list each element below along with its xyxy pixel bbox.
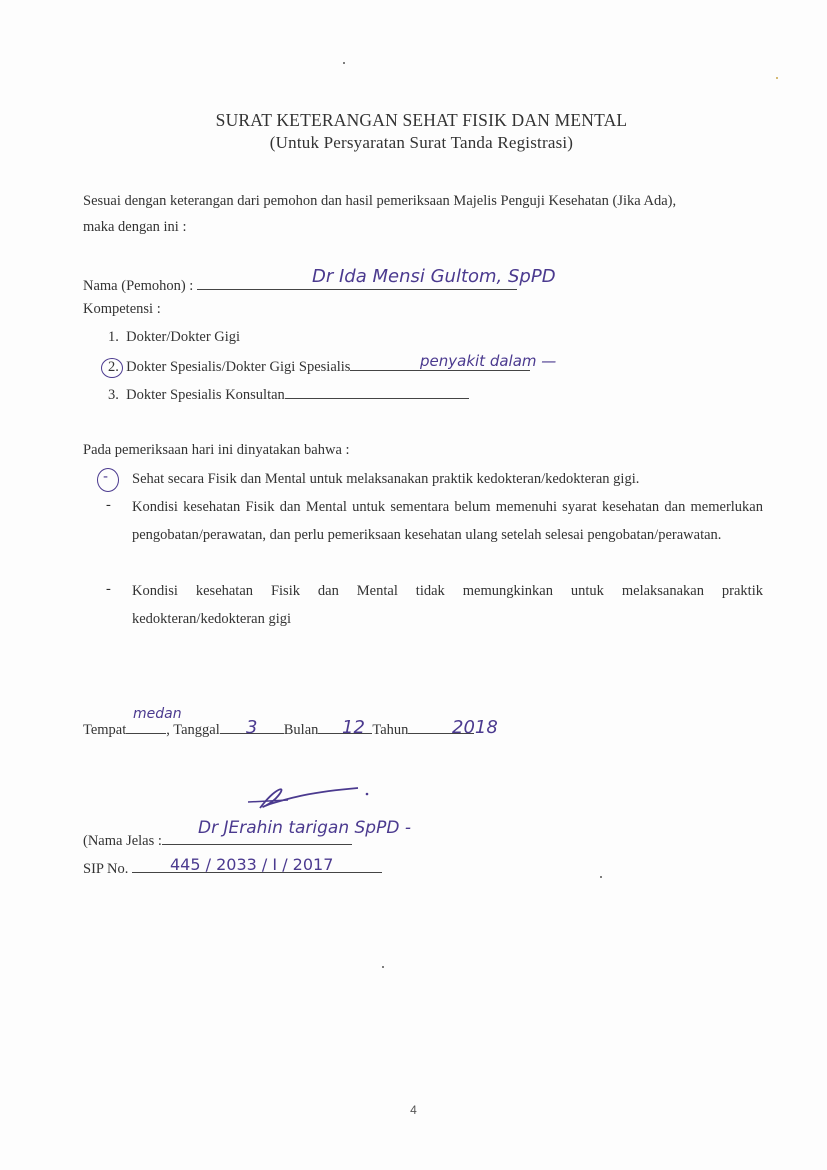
intro-line-1: Sesuai dengan keterangan dari pemohon dan hasil pemeriksaan Majelis Penguji Kesehatan (Jika Ada), [83, 193, 677, 209]
document-title: SURAT KETERANGAN SEHAT FISIK DAN MENTAL [215, 110, 628, 130]
scan-speck [343, 62, 345, 64]
competence-item-3: 3. Dokter Spesialis Konsultan [108, 386, 469, 404]
place-date-row: Tempat , Tanggal Bulan Tahun [83, 721, 474, 739]
intro-line-2: maka dengan ini : [83, 219, 187, 235]
bullet-dash: - [106, 497, 111, 513]
month-handwritten: 12 [342, 717, 365, 738]
sip-number-handwritten: 445 / 2033 / I / 2017 [170, 855, 334, 874]
signer-name-row: (Nama Jelas : [83, 832, 352, 850]
signature-mark [240, 780, 380, 820]
day-handwritten: 3 [246, 717, 258, 738]
examination-statement: Pada pemeriksaan hari ini dinyatakan bahwa : [83, 442, 350, 458]
document-subtitle: (Untuk Persyaratan Surat Tanda Registrasi) [269, 133, 574, 152]
scan-speck [382, 966, 384, 968]
competence-label: Kompetensi : [83, 301, 161, 317]
scan-speck [600, 876, 602, 878]
sip-row: SIP No. [83, 860, 382, 878]
scan-speck [776, 77, 778, 79]
applicant-name-label: Nama (Pemohon) : [83, 278, 194, 294]
intro-paragraph [83, 188, 763, 240]
signer-name-handwritten: Dr JErahin tarigan SpPD - [198, 818, 411, 838]
specialty-handwritten: penyakit dalam — [420, 352, 557, 370]
statement-3: Kondisi kesehatan Fisik dan Mental tidak memungkinkan untuk melaksanakan praktik kedokteran/kedokteran gigi [132, 583, 763, 627]
place-handwritten: medan [133, 706, 182, 722]
year-handwritten: 2018 [452, 717, 498, 738]
page-number: 4 [410, 1103, 417, 1117]
competence-item-1: 1. Dokter/Dokter Gigi [108, 329, 241, 345]
statement-2: Kondisi kesehatan Fisik dan Mental untuk sementara belum memenuhi syarat kesehatan dan memerlukan pengobatan/perawatan, dan perlu pemeriksaan kesehatan ulang setelah selesai pengobatan/perawatan. [132, 499, 763, 543]
competence-item-2: 2. Dokter Spesialis/Dokter Gigi Spesialis [108, 358, 530, 376]
bullet-dash: - [106, 581, 111, 597]
applicant-name-handwritten: Dr Ida Mensi Gultom, SpPD [312, 266, 556, 287]
statement-1: Sehat secara Fisik dan Mental untuk melaksanakan praktik kedokteran/kedokteran gigi. [132, 471, 640, 487]
selection-dash-mark: - [103, 469, 109, 485]
